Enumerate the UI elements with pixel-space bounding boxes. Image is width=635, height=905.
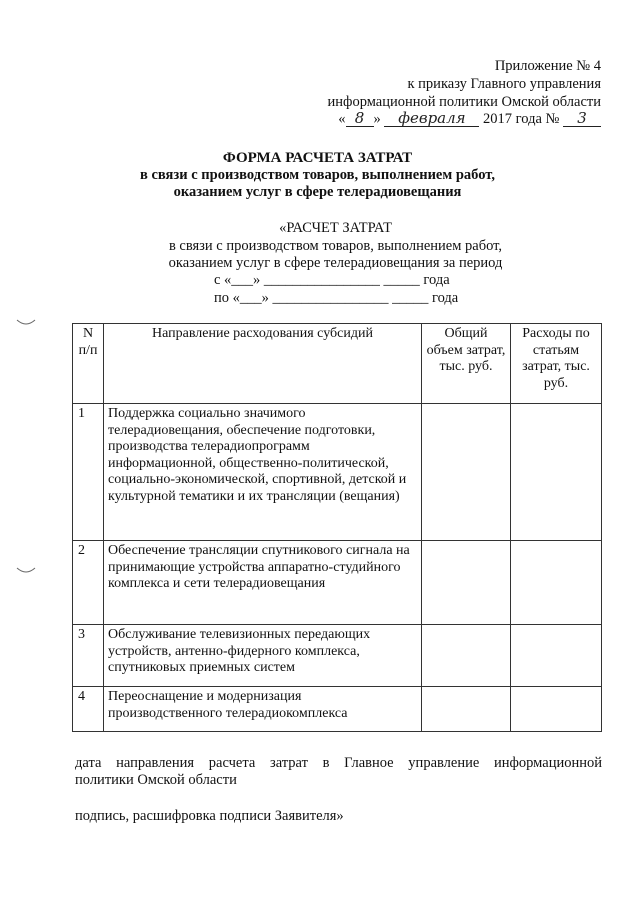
row-number: 3 (73, 625, 104, 687)
row-direction-text: Поддержка социально значимого телерадиовещания, обеспечение подготовки, производства телерадиопрограмм информационной, общественно-политической, социально-экономической, спортивной, детской и культурной тематики и их трансляции (вещания) (104, 404, 422, 541)
row-items-cell[interactable] (511, 625, 602, 687)
row-total-cell[interactable] (422, 687, 511, 732)
row-items-cell[interactable] (511, 687, 602, 732)
header-cost-items: Расходы по статьям затрат, тыс. руб. (511, 324, 602, 404)
calc-title-line-3: оказанием услуг в сфере телерадиовещания за период (168, 255, 503, 271)
expense-table (72, 323, 602, 732)
row-number: 4 (73, 687, 104, 732)
row-direction-text: Обслуживание телевизионных передающих устройств, антенно-фидерного комплекса, спутниковых приемных систем (104, 625, 422, 687)
header-direction: Направление расходования субсидий (104, 324, 422, 404)
row-direction-text: Переоснащение и модернизация производственного телерадиокомплекса (104, 687, 422, 732)
table-row (73, 404, 602, 541)
handwritten-day: 8 (346, 111, 374, 127)
appendix-date-line (338, 111, 601, 128)
handwritten-order-number: 3 (563, 111, 601, 127)
footer-date-line-1: дата направления расчета затрат в Главное управление информационной (75, 755, 602, 771)
margin-hole-mark (16, 318, 36, 328)
form-title-line-1: ФОРМА РАСЧЕТА ЗАТРАТ (222, 150, 413, 166)
row-number: 1 (73, 404, 104, 541)
footer-date-line-2: политики Омской области (75, 772, 237, 788)
row-total-cell[interactable] (422, 541, 511, 625)
footer-signature: подпись, расшифровка подписи Заявителя» (75, 808, 344, 824)
handwritten-month: февраля (384, 111, 479, 127)
row-number: 2 (73, 541, 104, 625)
date-close-quote: » (373, 111, 381, 127)
table-header-row (73, 324, 602, 404)
table-row (73, 687, 602, 732)
header-total-cost: Общий объем затрат, тыс. руб. (422, 324, 511, 404)
row-total-cell[interactable] (422, 625, 511, 687)
appendix-line-3: информационной политики Омской области (327, 94, 601, 110)
appendix-line-1: Приложение № 4 (494, 58, 601, 74)
margin-hole-mark (16, 566, 36, 576)
row-items-cell[interactable] (511, 404, 602, 541)
date-open-quote: « (338, 111, 346, 127)
calc-title-line-1: «РАСЧЕТ ЗАТРАТ (279, 220, 392, 236)
calc-title-line-2: в связи с производством товаров, выполнением работ, (168, 238, 503, 254)
table-row (73, 625, 602, 687)
period-from-line: с «___» ________________ _____ года (214, 272, 450, 288)
header-number: N п/п (73, 324, 104, 404)
row-direction-text: Обеспечение трансляции спутникового сигнала на принимающие устройства аппаратно-студийного комплекса и сети телерадиовещания (104, 541, 422, 625)
period-to-line: по «___» ________________ _____ года (214, 290, 459, 306)
appendix-line-2: к приказу Главного управления (407, 76, 601, 92)
form-title-line-2: в связи с производством товаров, выполнением работ, (140, 167, 495, 183)
form-title-line-3: оказанием услуг в сфере телерадиовещания (173, 184, 462, 200)
date-year-text: 2017 года № (483, 111, 560, 127)
table-row (73, 541, 602, 625)
row-total-cell[interactable] (422, 404, 511, 541)
row-items-cell[interactable] (511, 541, 602, 625)
